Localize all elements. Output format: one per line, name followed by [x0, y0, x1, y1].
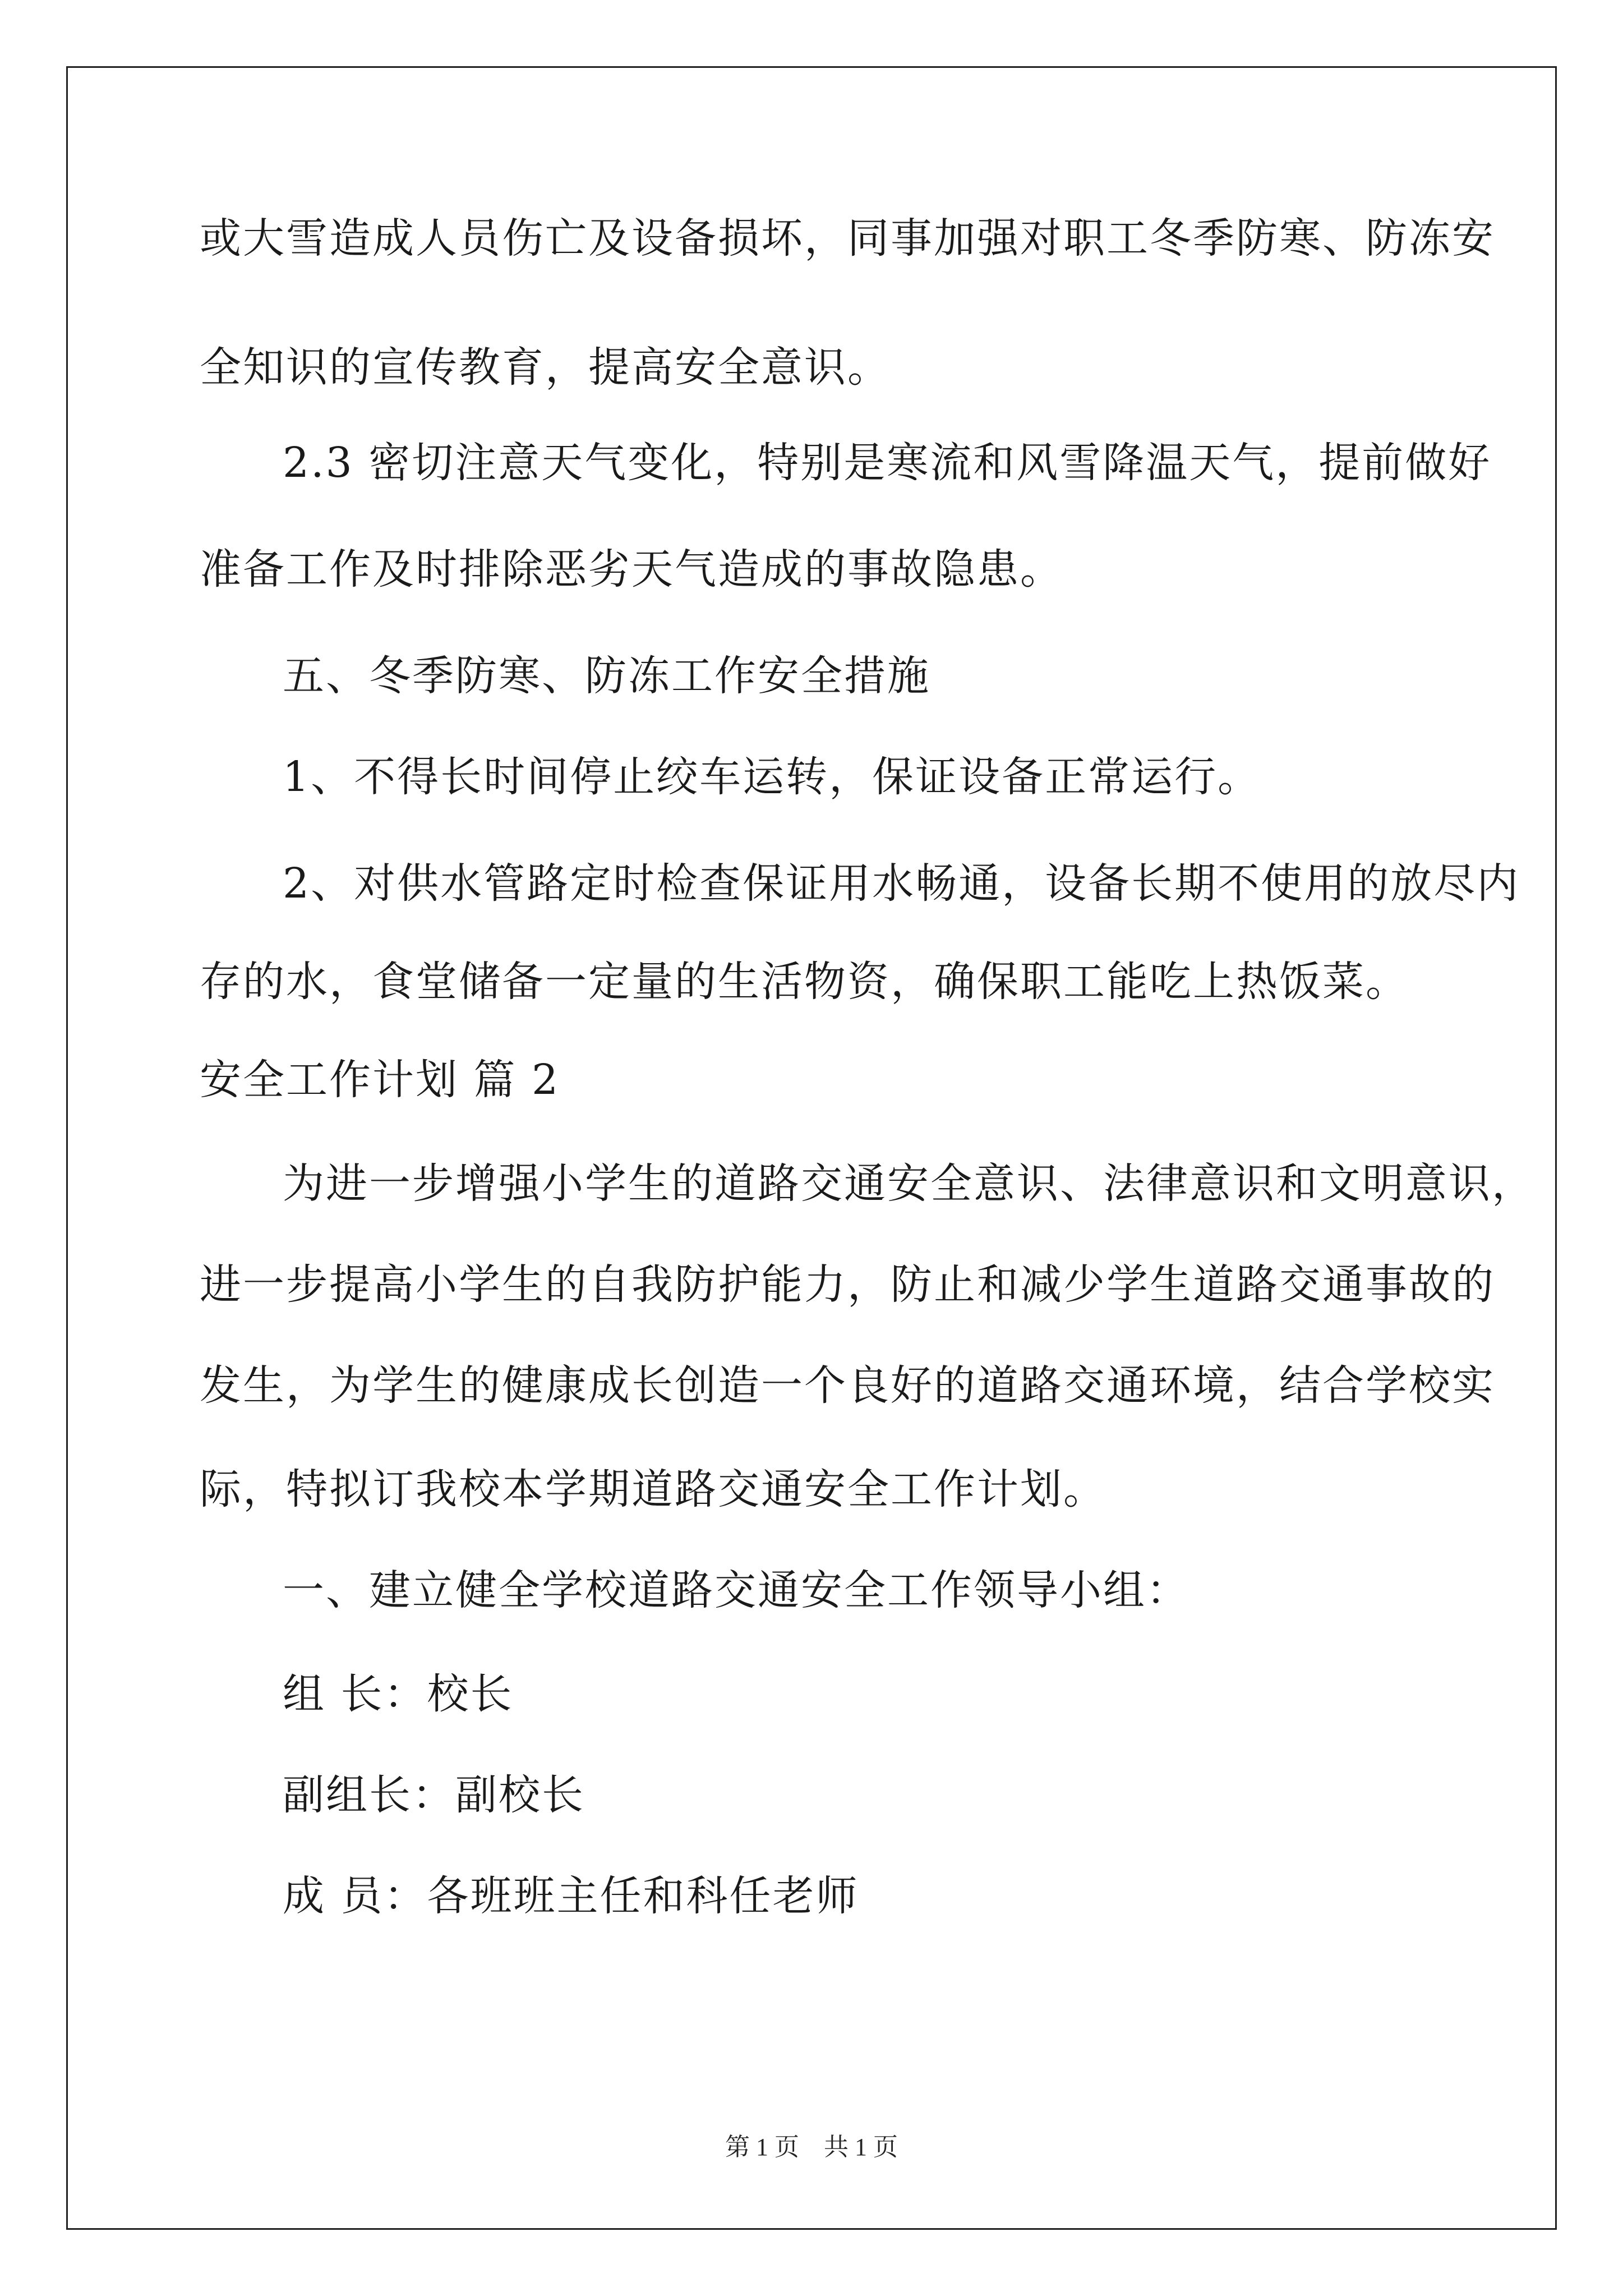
text-line: 为进一步增强小学生的道路交通安全意识、法律意识和文明意识， [283, 1159, 1535, 1208]
text-line: 全知识的宣传教育，提高安全意识。 [200, 343, 891, 392]
text-line: 或大雪造成人员伤亡及设备损坏，同事加强对职工冬季防寒、防冻安 [200, 214, 1495, 263]
section-heading: 一、建立健全学校道路交通安全工作领导小组： [283, 1566, 1189, 1614]
text-line: 存的水，食堂储备一定量的生活物资，确保职工能吃上热饭菜。 [200, 958, 1409, 1006]
text-line: 2、对供水管路定时检查保证用水畅通，设备长期不使用的放尽内 [283, 859, 1520, 908]
text-line: 组 长：校长 [283, 1670, 514, 1718]
text-line: 准备工作及时排除恶劣天气造成的事故隐患。 [200, 545, 1063, 593]
text-line: 副组长：副校长 [283, 1771, 585, 1819]
article-title: 安全工作计划 篇 2 [200, 1056, 560, 1104]
text-line: 1、不得长时间停止绞车运转，保证设备正常运行。 [283, 753, 1261, 801]
text-line: 2.3 密切注意天气变化，特别是寒流和风雪降温天气，提前做好 [283, 439, 1492, 487]
page-footer: 第 1 页 共 1 页 [725, 2133, 898, 2161]
section-heading: 五、冬季防寒、防冻工作安全措施 [283, 652, 930, 700]
text-line: 成 员：各班班主任和科任老师 [283, 1872, 859, 1920]
text-line: 进一步提高小学生的自我防护能力，防止和减少学生道路交通事故的 [200, 1260, 1495, 1309]
text-line: 发生，为学生的健康成长创造一个良好的道路交通环境，结合学校实 [200, 1361, 1495, 1410]
text-line: 际，特拟订我校本学期道路交通安全工作计划。 [200, 1465, 1106, 1513]
